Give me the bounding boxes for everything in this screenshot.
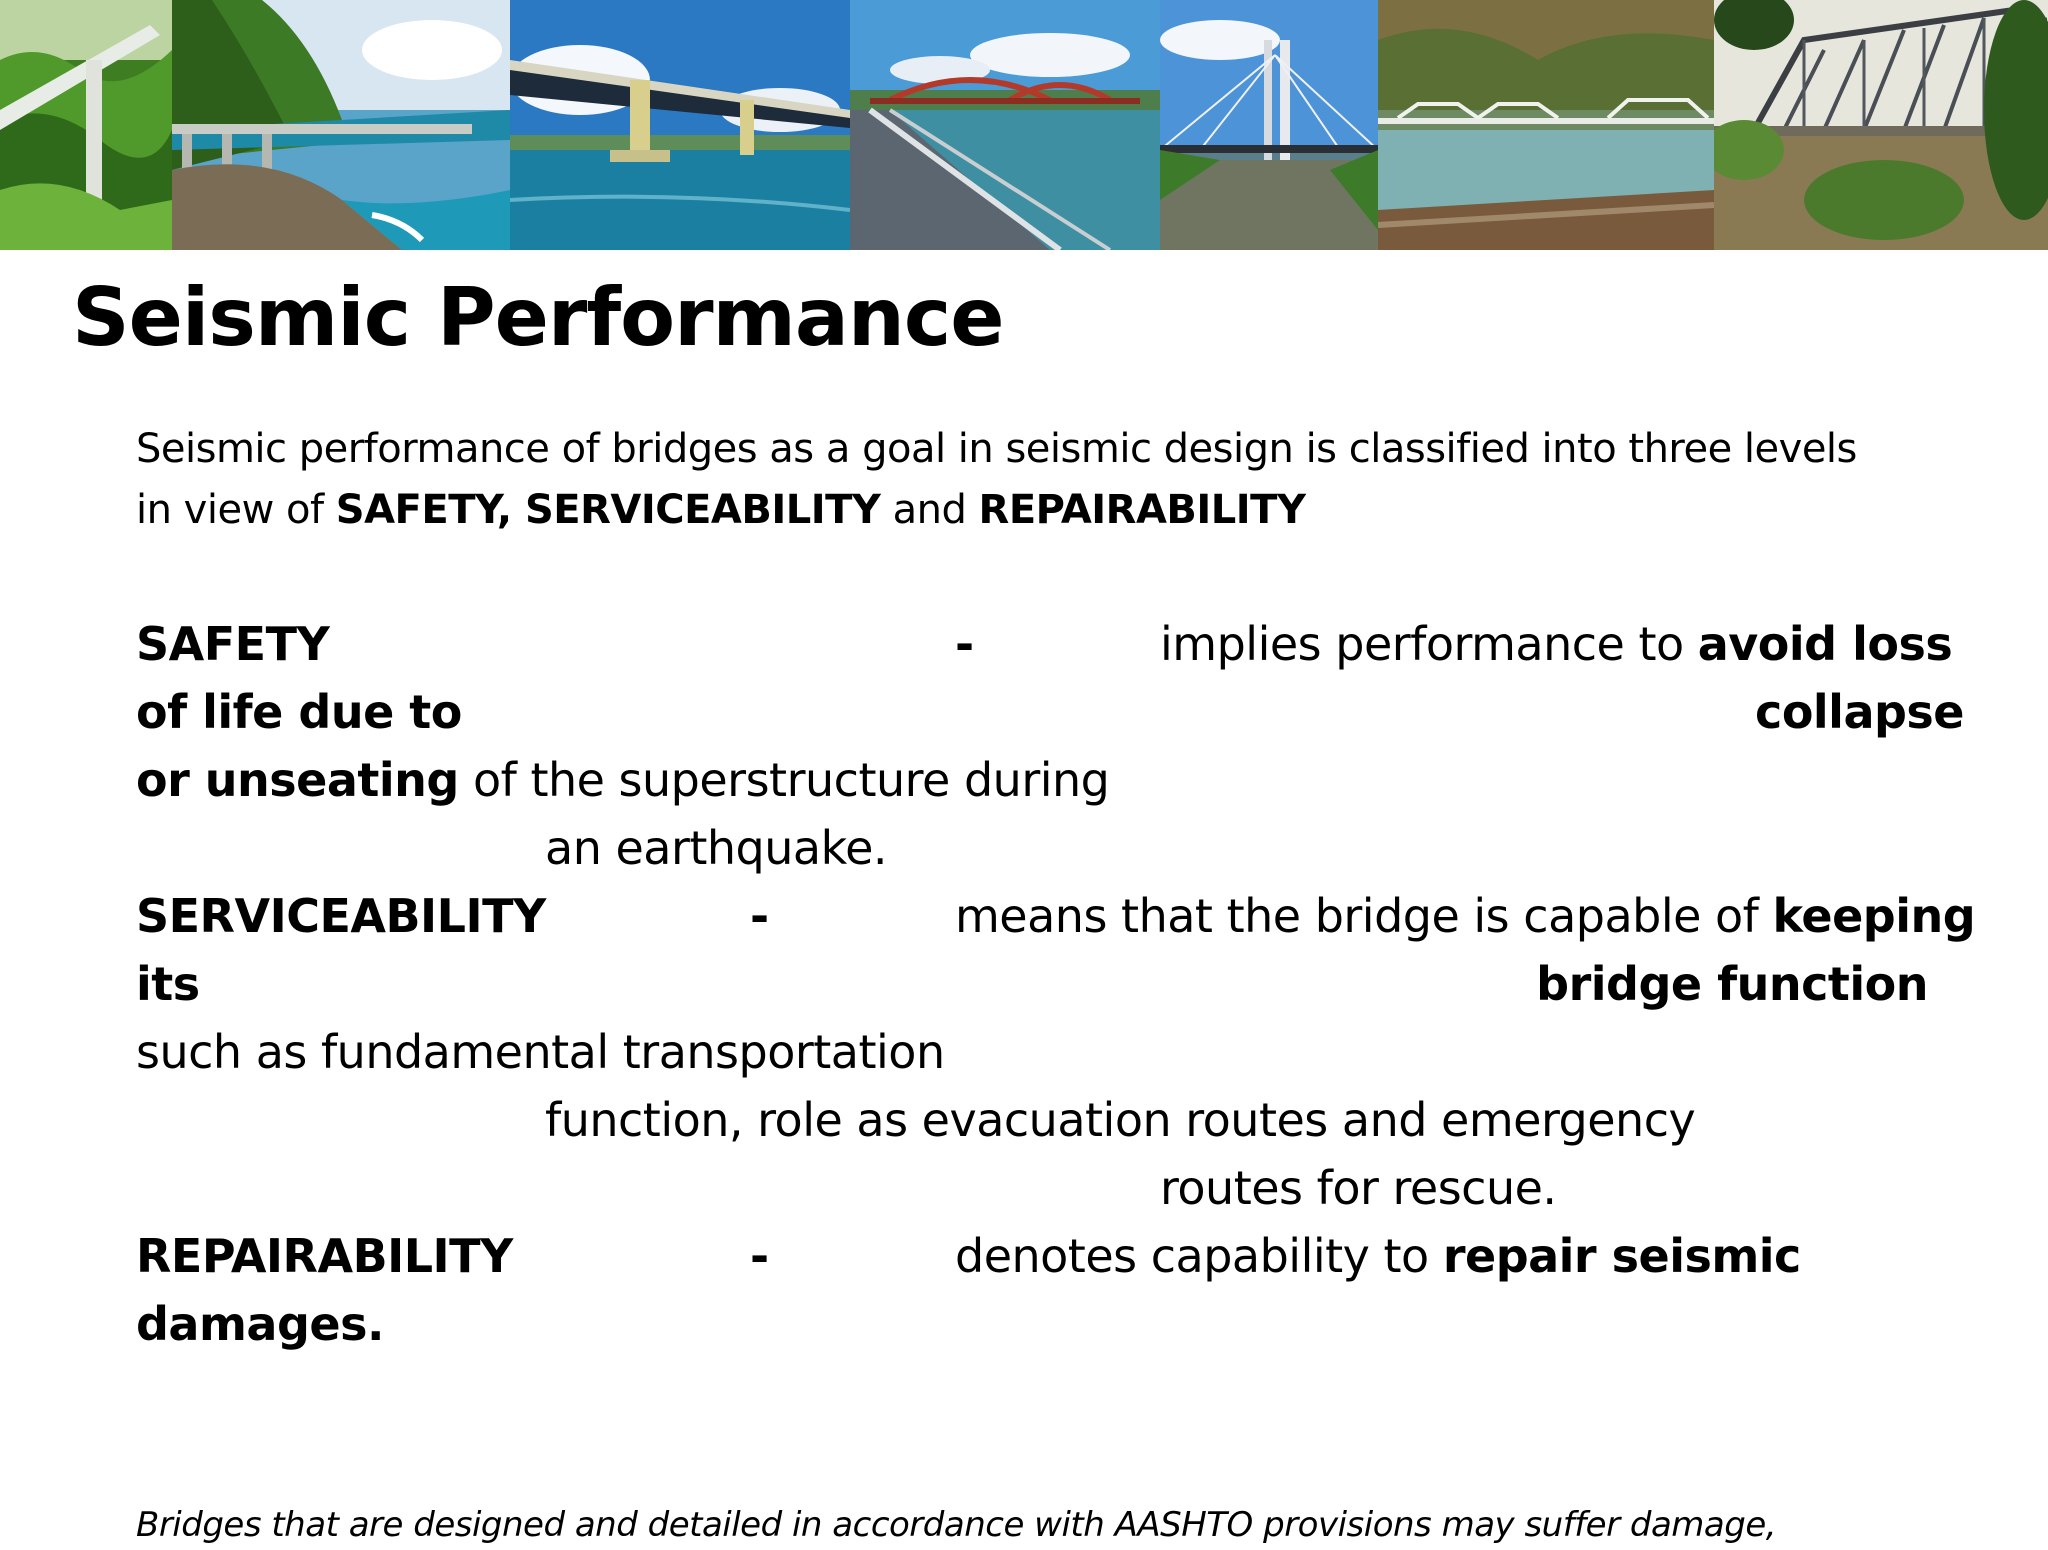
serviceability-bold-c: bridge function xyxy=(1536,957,1928,1011)
slide-title: Seismic Performance xyxy=(72,271,1004,364)
safety-definition-line-3 xyxy=(136,746,1109,814)
serviceability-text-c: function, role as evacuation routes and emergency xyxy=(545,1093,1696,1147)
steel-truss-bridge-photo xyxy=(1714,0,2048,250)
serviceability-text-a: means that the bridge is capable of xyxy=(955,889,1773,943)
bridge-photo-banner xyxy=(0,0,2048,250)
intro-line-2 xyxy=(136,480,1305,540)
safety-text-a: implies performance to xyxy=(1160,617,1698,671)
safety-bold-b: of life due to xyxy=(136,685,462,739)
safety-bold-a: avoid loss xyxy=(1697,617,1953,671)
intro-terms: SAFETY, SERVICEABILITY xyxy=(335,487,881,533)
repairability-text-a: denotes capability to xyxy=(955,1229,1443,1283)
intro-last-term: REPAIRABILITY xyxy=(978,487,1306,533)
safety-term: SAFETY xyxy=(136,617,330,671)
repairability-dash: - xyxy=(750,1229,769,1283)
safety-dash: - xyxy=(955,617,974,671)
repairability-bold-a: repair seismic xyxy=(1442,1229,1801,1283)
serviceability-text-b: such as fundamental transportation xyxy=(136,1025,945,1079)
safety-bold-c: collapse xyxy=(1755,685,1964,739)
red-arch-bridge-photo xyxy=(850,0,1160,250)
serviceability-definition-line-1 xyxy=(955,882,1975,950)
safety-text-c: an earthquake. xyxy=(545,821,888,875)
viaduct-forest-photo xyxy=(0,0,172,250)
truss-bridge-river-photo xyxy=(1378,0,1714,250)
cable-stayed-bridge-photo xyxy=(1160,0,1378,250)
intro-prefix: in view of xyxy=(136,487,336,533)
repairability-definition-line-1 xyxy=(955,1222,1801,1290)
highway-bridge-over-sea-photo xyxy=(510,0,850,250)
intro-and: and xyxy=(880,487,979,533)
serviceability-bold-b: its xyxy=(136,957,200,1011)
serviceability-term: SERVICEABILITY xyxy=(136,889,546,943)
safety-text-b: of the superstructure during xyxy=(458,753,1110,807)
intro-line-1 xyxy=(136,419,1857,479)
serviceability-text-d: routes for rescue. xyxy=(1160,1161,1557,1215)
coastal-road-photo xyxy=(172,0,510,250)
serviceability-bold-a: keeping xyxy=(1772,889,1976,943)
safety-bold-d: or unseating xyxy=(136,753,459,807)
safety-definition-line-1 xyxy=(1160,610,1952,678)
intro-text: Seismic performance of bridges as a goal in seismic design is classified into three levels xyxy=(136,426,1857,472)
footnote-text: Bridges that are designed and detailed in accordance with AASHTO provisions may suffer damage, xyxy=(136,1505,1777,1545)
repairability-term: REPAIRABILITY xyxy=(136,1229,513,1283)
serviceability-dash: - xyxy=(750,889,769,943)
repairability-bold-b: damages. xyxy=(136,1297,384,1351)
